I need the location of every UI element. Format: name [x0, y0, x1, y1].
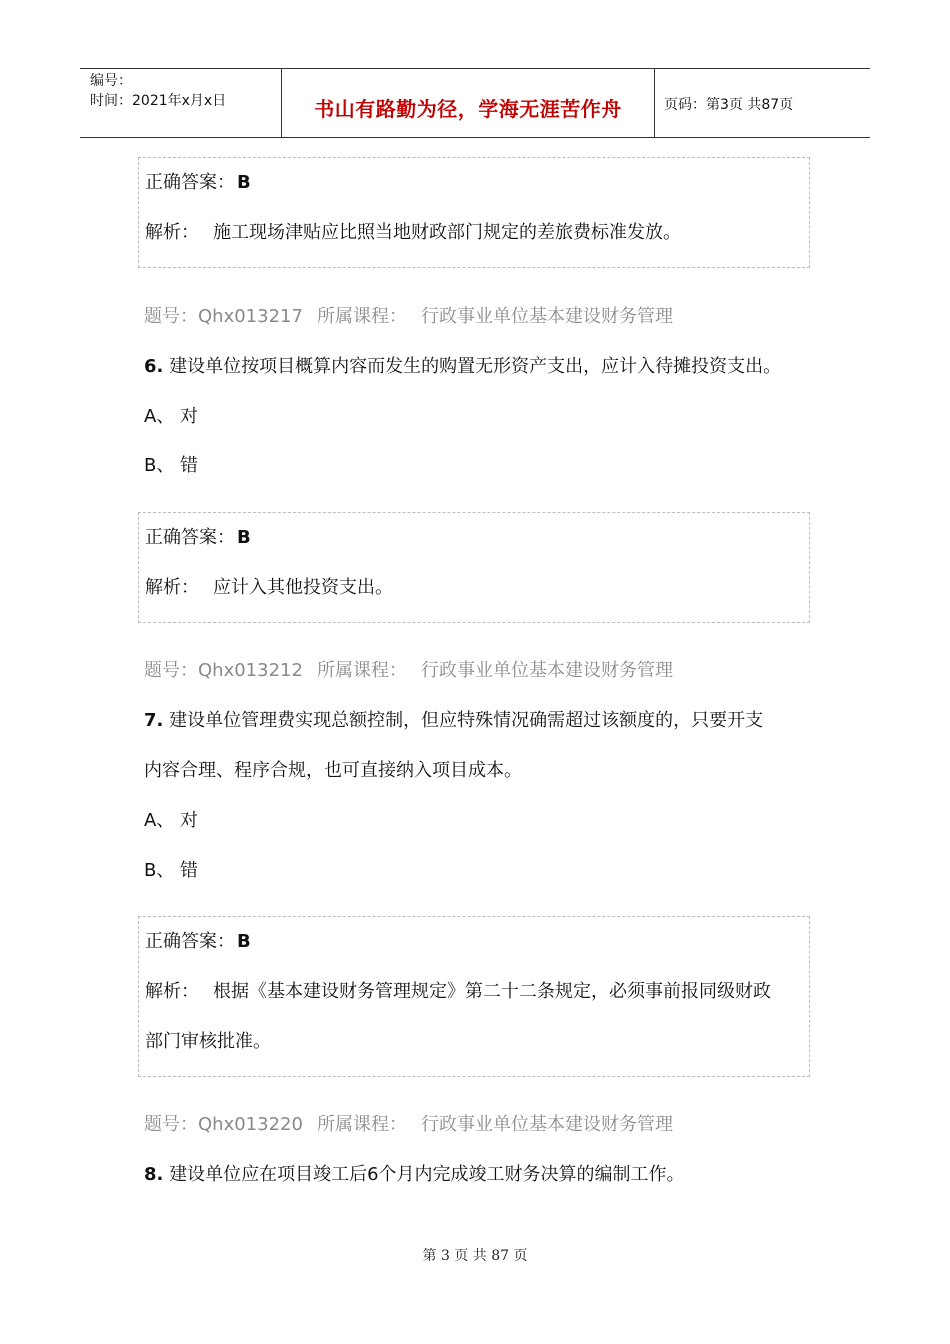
option-text: 对 [180, 406, 198, 427]
header-left-cell [80, 69, 282, 137]
option-b[interactable] [144, 856, 198, 886]
course-label: 所属课程： [316, 660, 407, 681]
explanation-text: 根据《基本建设财务管理规定》第二十二条规定，必须事前报同级财政 [213, 981, 771, 1002]
explanation-line [145, 563, 803, 613]
option-b[interactable] [144, 451, 198, 481]
question-id: Qhx013212 [198, 660, 303, 681]
explanation-label: 解析： [145, 222, 199, 243]
question-number: 6. [144, 356, 164, 377]
answer-box [138, 512, 810, 623]
question-line: 建设单位管理费实现总额控制，但应特殊情况确需超过该额度的，只要开支 [169, 710, 764, 731]
course-name: 行政事业单位基本建设财务管理 [420, 306, 673, 327]
question-text [144, 1150, 804, 1200]
option-text: 错 [180, 455, 198, 476]
option-letter: A、 [144, 810, 175, 831]
option-a[interactable] [144, 806, 198, 836]
question-id: Qhx013217 [198, 306, 303, 327]
answer-label: 正确答案： [145, 527, 235, 548]
explanation-line [145, 208, 803, 258]
question-line: 内容合理、程序合规，也可直接纳入项目成本。 [144, 760, 522, 781]
option-letter: B、 [144, 455, 175, 476]
answer-box [138, 916, 810, 1077]
answer-value: B [237, 931, 251, 952]
question-number: 7. [144, 710, 164, 731]
question-number: 8. [144, 1164, 164, 1185]
question-text [144, 696, 804, 796]
question-id-label: 题号： [144, 306, 198, 327]
page-footer: 第 3 页 共 87 页 [422, 1248, 528, 1264]
answer-value: B [237, 527, 251, 548]
date-label: 时间：2021年x月x日 [90, 93, 227, 109]
header-motto: 书山有路勤为径，学海无涯苦作舟 [314, 96, 622, 121]
question-meta [144, 1110, 673, 1140]
answer-label: 正确答案： [145, 172, 235, 193]
answer-box [138, 157, 810, 268]
course-name: 行政事业单位基本建设财务管理 [420, 1114, 673, 1135]
option-a[interactable] [144, 402, 198, 432]
option-letter: A、 [144, 406, 175, 427]
option-text: 错 [180, 860, 198, 881]
question-line: 建设单位应在项目竣工后6个月内完成竣工财务决算的编制工作。 [169, 1164, 685, 1185]
answer-line [145, 917, 803, 967]
number-label: 编号： [90, 73, 132, 89]
option-text: 对 [180, 810, 198, 831]
explanation-text: 施工现场津贴应比照当地财政部门规定的差旅费标准发放。 [213, 222, 681, 243]
answer-value: B [237, 172, 251, 193]
course-label: 所属课程： [316, 1114, 407, 1135]
course-label: 所属课程： [316, 306, 407, 327]
header-page-info-cell [655, 69, 870, 137]
question-id-label: 题号： [144, 1114, 198, 1135]
explanation-label: 解析： [145, 577, 199, 598]
question-id: Qhx013220 [198, 1114, 303, 1135]
header-motto-cell [282, 69, 655, 137]
answer-line [145, 513, 803, 563]
answer-label: 正确答案： [145, 931, 235, 952]
explanation-line: 部门审核批准。 [145, 1031, 271, 1052]
question-meta [144, 656, 673, 686]
course-name: 行政事业单位基本建设财务管理 [420, 660, 673, 681]
question-id-label: 题号： [144, 660, 198, 681]
question-meta [144, 302, 673, 332]
explanation-line [145, 967, 803, 1017]
question-line: 建设单位按项目概算内容而发生的购置无形资产支出，应计入待摊投资支出。 [169, 356, 782, 377]
header-page-info: 页码：第3页 共87页 [664, 97, 794, 113]
explanation-text: 应计入其他投资支出。 [213, 577, 393, 598]
option-letter: B、 [144, 860, 175, 881]
question-text [144, 342, 804, 392]
answer-line [145, 158, 803, 208]
explanation-label: 解析： [145, 981, 199, 1002]
page-header [80, 68, 870, 138]
